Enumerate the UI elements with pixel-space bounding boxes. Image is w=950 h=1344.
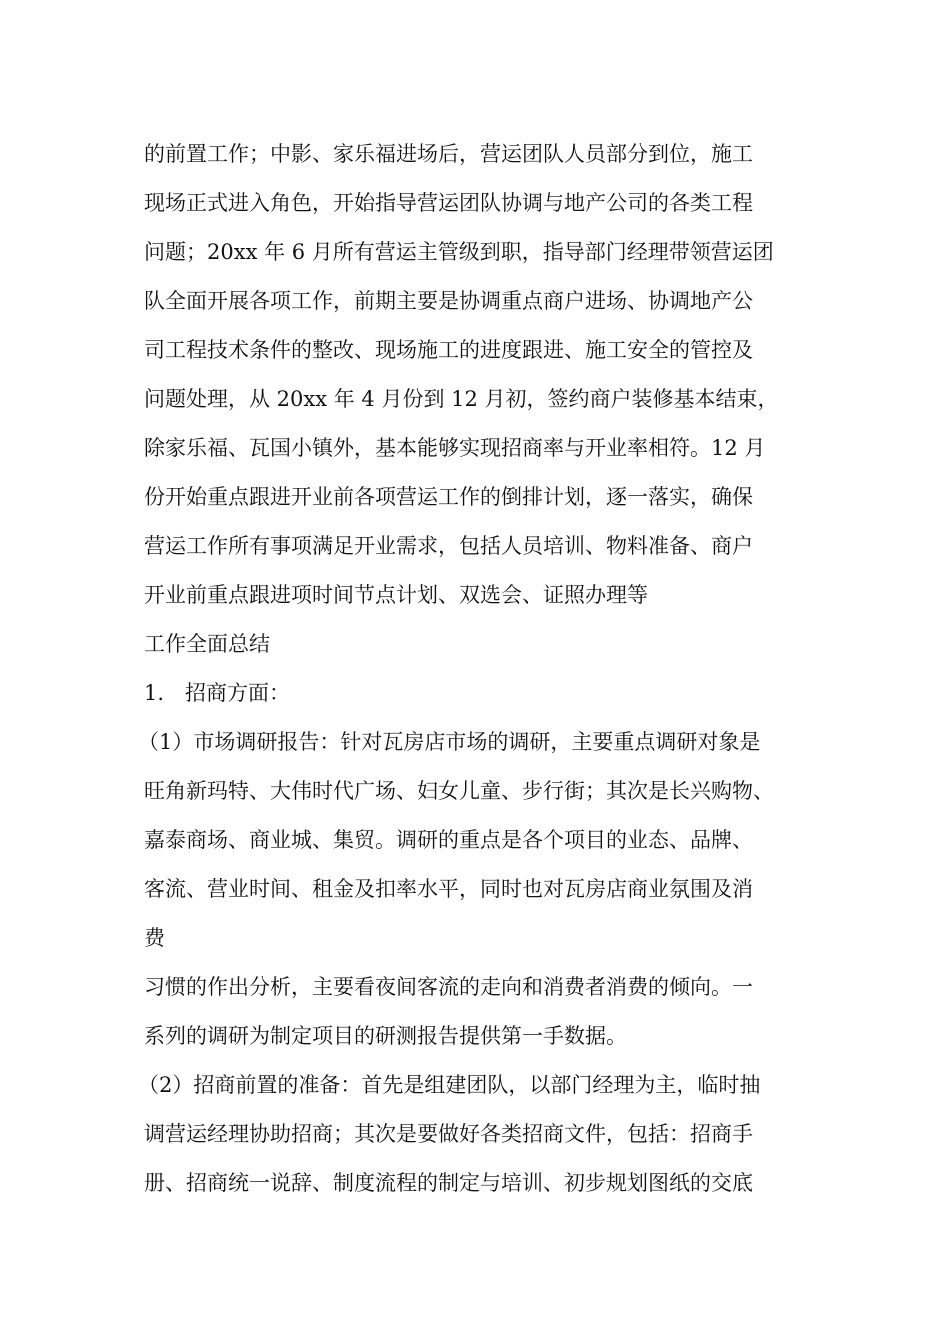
paragraph-line: 份开始重点跟进开业前各项营运工作的倒排计划，逐一落实，确保 — [144, 485, 753, 509]
paragraph-line: 旺角新玛特、大伟时代广场、妇女儿童、步行街；其次是长兴购物、 — [144, 779, 774, 803]
subsection-line: （1）市场调研报告：针对瓦房店市场的调研，主要重点调研对象是 — [138, 730, 761, 754]
paragraph-line: 司工程技术条件的整改、现场施工的进度跟进、施工安全的管控及 — [144, 338, 753, 362]
section-heading: 工作全面总结 — [144, 632, 270, 656]
paragraph-line: 客流、营业时间、租金及扣率水平，同时也对瓦房店商业氛围及消 — [144, 877, 753, 901]
paragraph-line: 册、招商统一说辞、制度流程的制定与培训、初步规划图纸的交底 — [144, 1171, 753, 1195]
paragraph-line: 问题；20xx 年 6 月所有营运主管级到职，指导部门经理带领营运团 — [144, 240, 774, 264]
paragraph-line: 的前置工作；中影、家乐福进场后，营运团队人员部分到位，施工 — [144, 142, 753, 166]
paragraph-line: 问题处理，从 20xx 年 4 月份到 12 月初，签约商户装修基本结束， — [144, 387, 779, 411]
paragraph-line: 队全面开展各项工作，前期主要是协调重点商户进场、协调地产公 — [144, 289, 753, 313]
paragraph-line: 开业前重点跟进项时间节点计划、双选会、证照办理等 — [144, 583, 648, 607]
paragraph-line: 费 — [144, 926, 165, 950]
paragraph-line: 习惯的作出分析，主要看夜间客流的走向和消费者消费的倾向。一 — [144, 975, 753, 999]
paragraph-line: 除家乐福、瓦国小镇外，基本能够实现招商率与开业率相符。12 月 — [144, 436, 766, 460]
subsection-line: （2）招商前置的准备：首先是组建团队，以部门经理为主，临时抽 — [138, 1073, 761, 1097]
paragraph-line: 嘉泰商场、商业城、集贸。调研的重点是各个项目的业态、品牌、 — [144, 828, 753, 852]
numbered-heading: 1. 招商方面： — [144, 681, 291, 705]
paragraph-line: 系列的调研为制定项目的研测报告提供第一手数据。 — [144, 1024, 627, 1048]
paragraph-line: 调营运经理协助招商；其次是要做好各类招商文件，包括：招商手 — [144, 1122, 753, 1146]
document-body — [138, 130, 824, 1208]
paragraph-line: 现场正式进入角色，开始指导营运团队协调与地产公司的各类工程 — [144, 191, 753, 215]
paragraph-line: 营运工作所有事项满足开业需求，包括人员培训、物料准备、商户 — [144, 534, 753, 558]
